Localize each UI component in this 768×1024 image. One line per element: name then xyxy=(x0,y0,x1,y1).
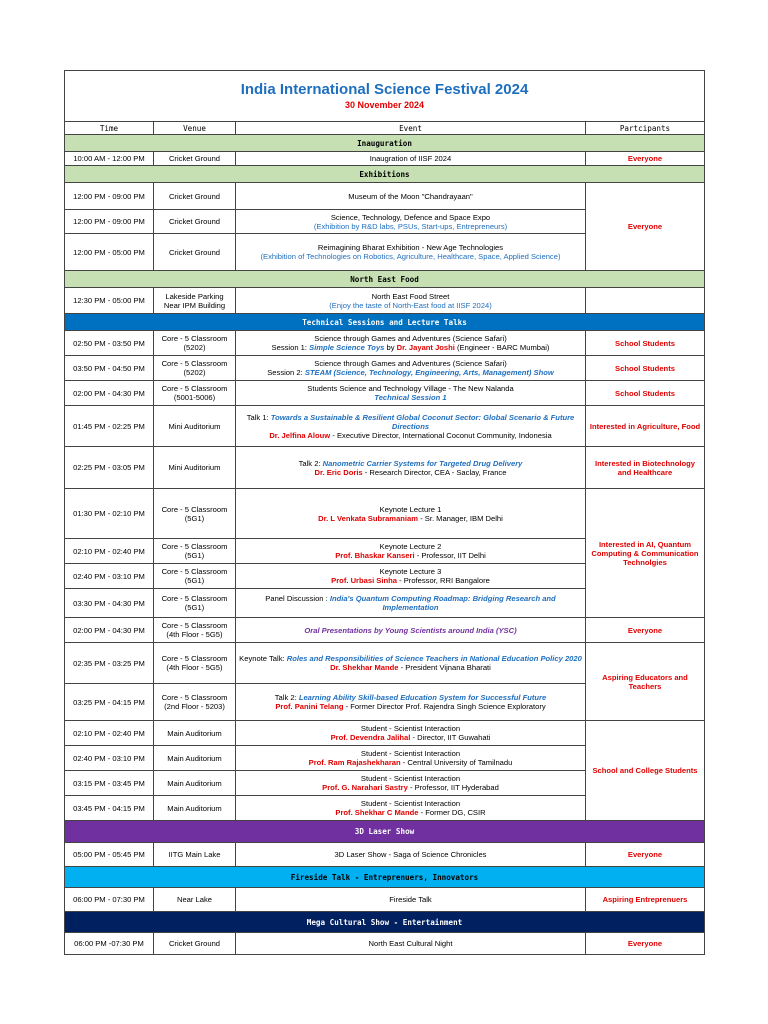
venue-cell xyxy=(154,381,236,406)
event-cell xyxy=(236,771,586,796)
session-topic: Learning Ability Skill-based Education System for Successful Future xyxy=(298,693,547,702)
event-title: Science, Technology, Defence and Space Expo xyxy=(330,212,491,222)
venue-line: (5G1) xyxy=(184,513,205,523)
speaker-name: Prof. Panini Telang xyxy=(275,702,344,711)
speaker-role: - Professor, RRI Bangalore xyxy=(396,576,490,585)
speaker-line xyxy=(238,551,583,560)
speaker-role: - Professor, IIT Delhi xyxy=(414,551,486,560)
venue-cell xyxy=(154,589,236,618)
venue-line: Core - 5 Classroom xyxy=(161,384,228,393)
speaker-line xyxy=(238,576,583,585)
section-row xyxy=(65,135,705,152)
section-row xyxy=(65,166,705,183)
event-cell xyxy=(236,643,586,684)
table-row xyxy=(65,152,705,166)
session-topic: Towards a Sustainable & Resilient Global Coconut Sector: Global Scenario & Future Directions xyxy=(270,412,575,431)
speaker-line xyxy=(238,733,583,742)
event-detail xyxy=(238,654,583,663)
speaker-role: - Executive Director, International Coconut Community, Indonesia xyxy=(330,430,552,440)
speaker-role: (Engineer - BARC Mumbai) xyxy=(454,343,550,352)
venue-cell xyxy=(154,618,236,643)
event-cell xyxy=(236,210,586,234)
session-topic: India's Quantum Computing Roadmap: Bridging Research and Implementation xyxy=(329,594,556,612)
event-note: (Exhibition by R&D labs, PSUs, Start-ups, Entrepreneurs) xyxy=(313,221,508,231)
time-cell: 12:00 PM - 09:00 PM xyxy=(65,183,154,210)
time-cell: 10:00 AM - 12:00 PM xyxy=(65,152,154,166)
participants-cell: Everyone xyxy=(586,933,705,955)
venue-line: Core - 5 Classroom xyxy=(161,594,228,603)
speaker-role: - Former Director Prof. Rajendra Singh Science Exploratory xyxy=(343,702,546,711)
title-row xyxy=(65,71,705,122)
participants-cell xyxy=(586,288,705,314)
venue-cell xyxy=(154,643,236,684)
by-text: by xyxy=(384,343,397,352)
venue-cell: Cricket Ground xyxy=(154,933,236,955)
speaker-name: Prof. Shekhar C Mande xyxy=(335,808,419,817)
time-cell: 03:45 PM - 04:15 PM xyxy=(65,796,154,821)
speaker-role: - Research Director, CEA - Saclay, France xyxy=(362,467,507,477)
time-cell: 03:15 PM - 03:45 PM xyxy=(65,771,154,796)
venue-cell: Cricket Ground xyxy=(154,152,236,166)
table-row xyxy=(65,183,705,210)
participants-cell: Interested in AI, Quantum Computing & Communication Technolgies xyxy=(586,489,705,618)
venue-cell: IITG Main Lake xyxy=(154,843,236,867)
event-cell xyxy=(236,288,586,314)
section-row xyxy=(65,271,705,288)
speaker-line xyxy=(238,663,583,672)
page-title: India International Science Festival 2024 xyxy=(240,81,529,98)
time-cell: 12:30 PM - 05:00 PM xyxy=(65,288,154,314)
participants-cell: Interested in Biotechnology and Healthcare xyxy=(586,447,705,489)
speaker-role: - Central University of Tamilnadu xyxy=(400,758,513,767)
participants-cell: School and College Students xyxy=(586,721,705,821)
event-cell: Inaugration of IISF 2024 xyxy=(236,152,586,166)
section-inauguration: Inauguration xyxy=(65,135,705,152)
speaker-name: Prof. Ram Rajashekharan xyxy=(308,758,401,767)
event-cell xyxy=(236,796,586,821)
venue-line: (4th Floor - 5G5) xyxy=(166,663,223,672)
speaker-line xyxy=(238,514,583,523)
speaker-name: Prof. G. Narahari Sastry xyxy=(322,783,408,792)
time-cell: 02:50 PM - 03:50 PM xyxy=(65,331,154,356)
header-venue: Venue xyxy=(154,122,236,135)
table-row xyxy=(65,288,705,314)
venue-cell: Main Auditorium xyxy=(154,746,236,771)
speaker-name: Prof. Bhaskar Kanseri xyxy=(335,551,415,560)
speaker-role: - Former DG, CSIR xyxy=(418,808,486,817)
participants-cell: Everyone xyxy=(586,618,705,643)
venue-line: (5202) xyxy=(183,343,206,352)
time-cell: 03:30 PM - 04:30 PM xyxy=(65,589,154,618)
speaker-role: - Director, IIT Guwahati xyxy=(410,733,491,742)
section-laser: 3D Laser Show xyxy=(65,821,705,843)
speaker-name: Dr. L Venkata Subramaniam xyxy=(318,513,419,523)
venue-line: Lakeside Parking xyxy=(165,291,224,301)
session-prefix: Talk 1: xyxy=(246,412,271,422)
header-time: Time xyxy=(65,122,154,135)
event-cell xyxy=(236,564,586,589)
table-row xyxy=(65,331,705,356)
time-cell: 12:00 PM - 09:00 PM xyxy=(65,210,154,234)
venue-line: (2nd Floor - 5203) xyxy=(164,702,225,711)
venue-cell: Cricket Ground xyxy=(154,234,236,271)
time-cell: 02:10 PM - 02:40 PM xyxy=(65,721,154,746)
speaker-line xyxy=(238,783,583,792)
session-topic: Nanometric Carrier Systems for Targeted Drug Delivery xyxy=(322,458,523,468)
time-cell: 06:00 PM -07:30 PM xyxy=(65,933,154,955)
speaker-line xyxy=(238,468,583,477)
session-prefix: Session 1: xyxy=(271,343,310,352)
event-cell xyxy=(236,447,586,489)
speaker-name: Dr. Shekhar Mande xyxy=(330,663,399,672)
venue-line: Core - 5 Classroom xyxy=(161,693,228,702)
section-row xyxy=(65,821,705,843)
time-cell: 01:45 PM - 02:25 PM xyxy=(65,406,154,447)
session-topic: Technical Session 1 xyxy=(374,393,447,402)
table-row xyxy=(65,843,705,867)
event-title: Science through Games and Adventures (Science Safari) xyxy=(314,359,507,368)
time-cell: 02:40 PM - 03:10 PM xyxy=(65,564,154,589)
page-date: 30 November 2024 xyxy=(344,100,425,110)
speaker-name: Dr. Jayant Joshi xyxy=(396,343,455,352)
time-cell: 02:25 PM - 03:05 PM xyxy=(65,447,154,489)
event-detail xyxy=(238,594,583,612)
event-title: Science through Games and Adventures (Science Safari) xyxy=(314,334,507,343)
event-detail xyxy=(238,413,583,431)
header-event: Event xyxy=(236,122,586,135)
venue-cell: Cricket Ground xyxy=(154,183,236,210)
schedule-table xyxy=(64,70,705,955)
time-cell: 02:35 PM - 03:25 PM xyxy=(65,643,154,684)
event-cell: 3D Laser Show - Saga of Science Chronicles xyxy=(236,843,586,867)
event-cell: Museum of the Moon "Chandrayaan" xyxy=(236,183,586,210)
event-title: Keynote Lecture 3 xyxy=(379,567,442,576)
event-cell xyxy=(236,489,586,539)
event-cell xyxy=(236,331,586,356)
section-row xyxy=(65,867,705,888)
speaker-name: Dr. Jelfina Alouw xyxy=(269,430,331,440)
event-title: Student - Scientist Interaction xyxy=(360,799,461,808)
participants-cell: Everyone xyxy=(586,183,705,271)
venue-line: Core - 5 Classroom xyxy=(161,334,228,343)
venue-cell: Mini Auditorium xyxy=(154,447,236,489)
session-topic: Simple Science Toys xyxy=(309,343,385,352)
session-topic: Oral Presentations by Young Scientists around India (YSC) xyxy=(304,625,517,635)
participants-cell: Everyone xyxy=(586,843,705,867)
event-title: Students Science and Technology Village - The New Nalanda xyxy=(307,384,514,393)
header-row xyxy=(65,122,705,135)
event-title: Student - Scientist Interaction xyxy=(360,774,461,783)
venue-cell xyxy=(154,356,236,381)
venue-line: (5001-5006) xyxy=(173,393,216,402)
section-food: North East Food xyxy=(65,271,705,288)
venue-line: Core - 5 Classroom xyxy=(161,654,228,663)
event-cell: North East Cultural Night xyxy=(236,933,586,955)
speaker-role: - Sr. Manager, IBM Delhi xyxy=(418,513,503,523)
venue-line: Core - 5 Classroom xyxy=(161,504,228,514)
time-cell: 03:25 PM - 04:15 PM xyxy=(65,684,154,721)
venue-line: Core - 5 Classroom xyxy=(161,621,228,630)
speaker-role: - Professor, IIT Hyderabad xyxy=(407,783,499,792)
title-cell xyxy=(65,71,705,122)
event-title: North East Food Street xyxy=(371,291,450,301)
session-topic: Roles and Responsibilities of Science Teachers in National Education Policy 2020 xyxy=(286,654,582,663)
table-row xyxy=(65,356,705,381)
venue-cell xyxy=(154,489,236,539)
event-cell xyxy=(236,356,586,381)
venue-cell: Cricket Ground xyxy=(154,210,236,234)
speaker-line xyxy=(238,702,583,711)
event-note: (Exhibition of Technologies on Robotics, Agriculture, Healthcare, Space, Applied Science) xyxy=(260,252,561,261)
speaker-name: Prof. Urbasi Sinha xyxy=(331,576,397,585)
event-cell xyxy=(236,406,586,447)
session-prefix: Talk 2: xyxy=(274,693,299,702)
section-fireside: Fireside Talk - Entreprenuers, Innovators xyxy=(65,867,705,888)
table-row xyxy=(65,489,705,539)
event-cell xyxy=(236,539,586,564)
venue-line: Near IPM Building xyxy=(163,300,226,310)
event-cell xyxy=(236,684,586,721)
participants-cell: School Students xyxy=(586,331,705,356)
venue-cell: Near Lake xyxy=(154,888,236,912)
participants-cell: Interested in Agriculture, Food xyxy=(586,406,705,447)
venue-cell xyxy=(154,539,236,564)
event-title: Keynote Lecture 2 xyxy=(379,542,442,551)
section-exhibitions: Exhibitions xyxy=(65,166,705,183)
speaker-role: - President Vijnana Bharati xyxy=(398,663,491,672)
session-prefix: Panel Discussion : xyxy=(265,594,330,603)
speaker-line xyxy=(238,758,583,767)
venue-line: (5202) xyxy=(183,368,206,377)
time-cell: 01:30 PM - 02:10 PM xyxy=(65,489,154,539)
venue-cell: Main Auditorium xyxy=(154,721,236,746)
section-row xyxy=(65,912,705,933)
event-title: Keynote Lecture 1 xyxy=(379,504,442,514)
event-cell xyxy=(236,721,586,746)
venue-line: (5G1) xyxy=(184,551,205,560)
section-row xyxy=(65,314,705,331)
event-note: (Enjoy the taste of North-East food at IISF 2024) xyxy=(329,300,492,310)
time-cell: 12:00 PM - 05:00 PM xyxy=(65,234,154,271)
participants-cell: Everyone xyxy=(586,152,705,166)
event-detail xyxy=(238,368,583,377)
time-cell: 02:00 PM - 04:30 PM xyxy=(65,618,154,643)
table-row xyxy=(65,643,705,684)
time-cell: 02:10 PM - 02:40 PM xyxy=(65,539,154,564)
time-cell: 03:50 PM - 04:50 PM xyxy=(65,356,154,381)
session-prefix: Session 2: xyxy=(267,368,305,377)
table-row xyxy=(65,721,705,746)
venue-line: (4th Floor - 5G5) xyxy=(166,630,223,639)
participants-cell: Aspiring Entreprenuers xyxy=(586,888,705,912)
table-row xyxy=(65,618,705,643)
table-row xyxy=(65,406,705,447)
event-cell xyxy=(236,746,586,771)
venue-cell: Mini Auditorium xyxy=(154,406,236,447)
table-row xyxy=(65,447,705,489)
session-prefix: Keynote Talk: xyxy=(239,654,287,663)
table-row xyxy=(65,933,705,955)
event-title: Student - Scientist Interaction xyxy=(360,749,461,758)
venue-cell: Main Auditorium xyxy=(154,796,236,821)
time-cell: 06:00 PM - 07:30 PM xyxy=(65,888,154,912)
participants-cell: School Students xyxy=(586,381,705,406)
table-row xyxy=(65,888,705,912)
time-cell: 02:00 PM - 04:30 PM xyxy=(65,381,154,406)
event-detail xyxy=(238,693,583,702)
session-topic: STEAM (Science, Technology, Engineering, Arts, Management) Show xyxy=(304,368,554,377)
venue-line: (5G1) xyxy=(184,576,205,585)
table-row xyxy=(65,381,705,406)
time-cell: 02:40 PM - 03:10 PM xyxy=(65,746,154,771)
event-cell: Fireside Talk xyxy=(236,888,586,912)
speaker-line xyxy=(238,431,583,440)
event-cell xyxy=(236,618,586,643)
section-cultural: Mega Cultural Show - Entertainment xyxy=(65,912,705,933)
participants-cell: Aspiring Educators and Teachers xyxy=(586,643,705,721)
time-cell: 05:00 PM - 05:45 PM xyxy=(65,843,154,867)
event-title: Student - Scientist Interaction xyxy=(360,724,461,733)
venue-line: Core - 5 Classroom xyxy=(161,542,228,551)
event-cell xyxy=(236,589,586,618)
venue-cell xyxy=(154,288,236,314)
participants-cell: School Students xyxy=(586,356,705,381)
event-cell xyxy=(236,381,586,406)
speaker-name: Prof. Devendra Jalihal xyxy=(330,733,411,742)
section-technical: Technical Sessions and Lecture Talks xyxy=(65,314,705,331)
venue-line: (5G1) xyxy=(184,603,205,612)
venue-line: Core - 5 Classroom xyxy=(161,359,228,368)
event-cell xyxy=(236,234,586,271)
venue-cell xyxy=(154,331,236,356)
session-prefix: Talk 2: xyxy=(298,458,323,468)
venue-cell xyxy=(154,564,236,589)
speaker-line xyxy=(238,808,583,817)
venue-cell: Main Auditorium xyxy=(154,771,236,796)
header-participants: Partcipants xyxy=(586,122,705,135)
venue-cell xyxy=(154,684,236,721)
event-detail xyxy=(238,343,583,352)
venue-line: Core - 5 Classroom xyxy=(161,567,228,576)
event-title: Reimagining Bharat Exhibition - New Age Technologies xyxy=(317,243,504,252)
speaker-name: Dr. Eric Doris xyxy=(314,467,363,477)
event-detail xyxy=(238,459,583,468)
